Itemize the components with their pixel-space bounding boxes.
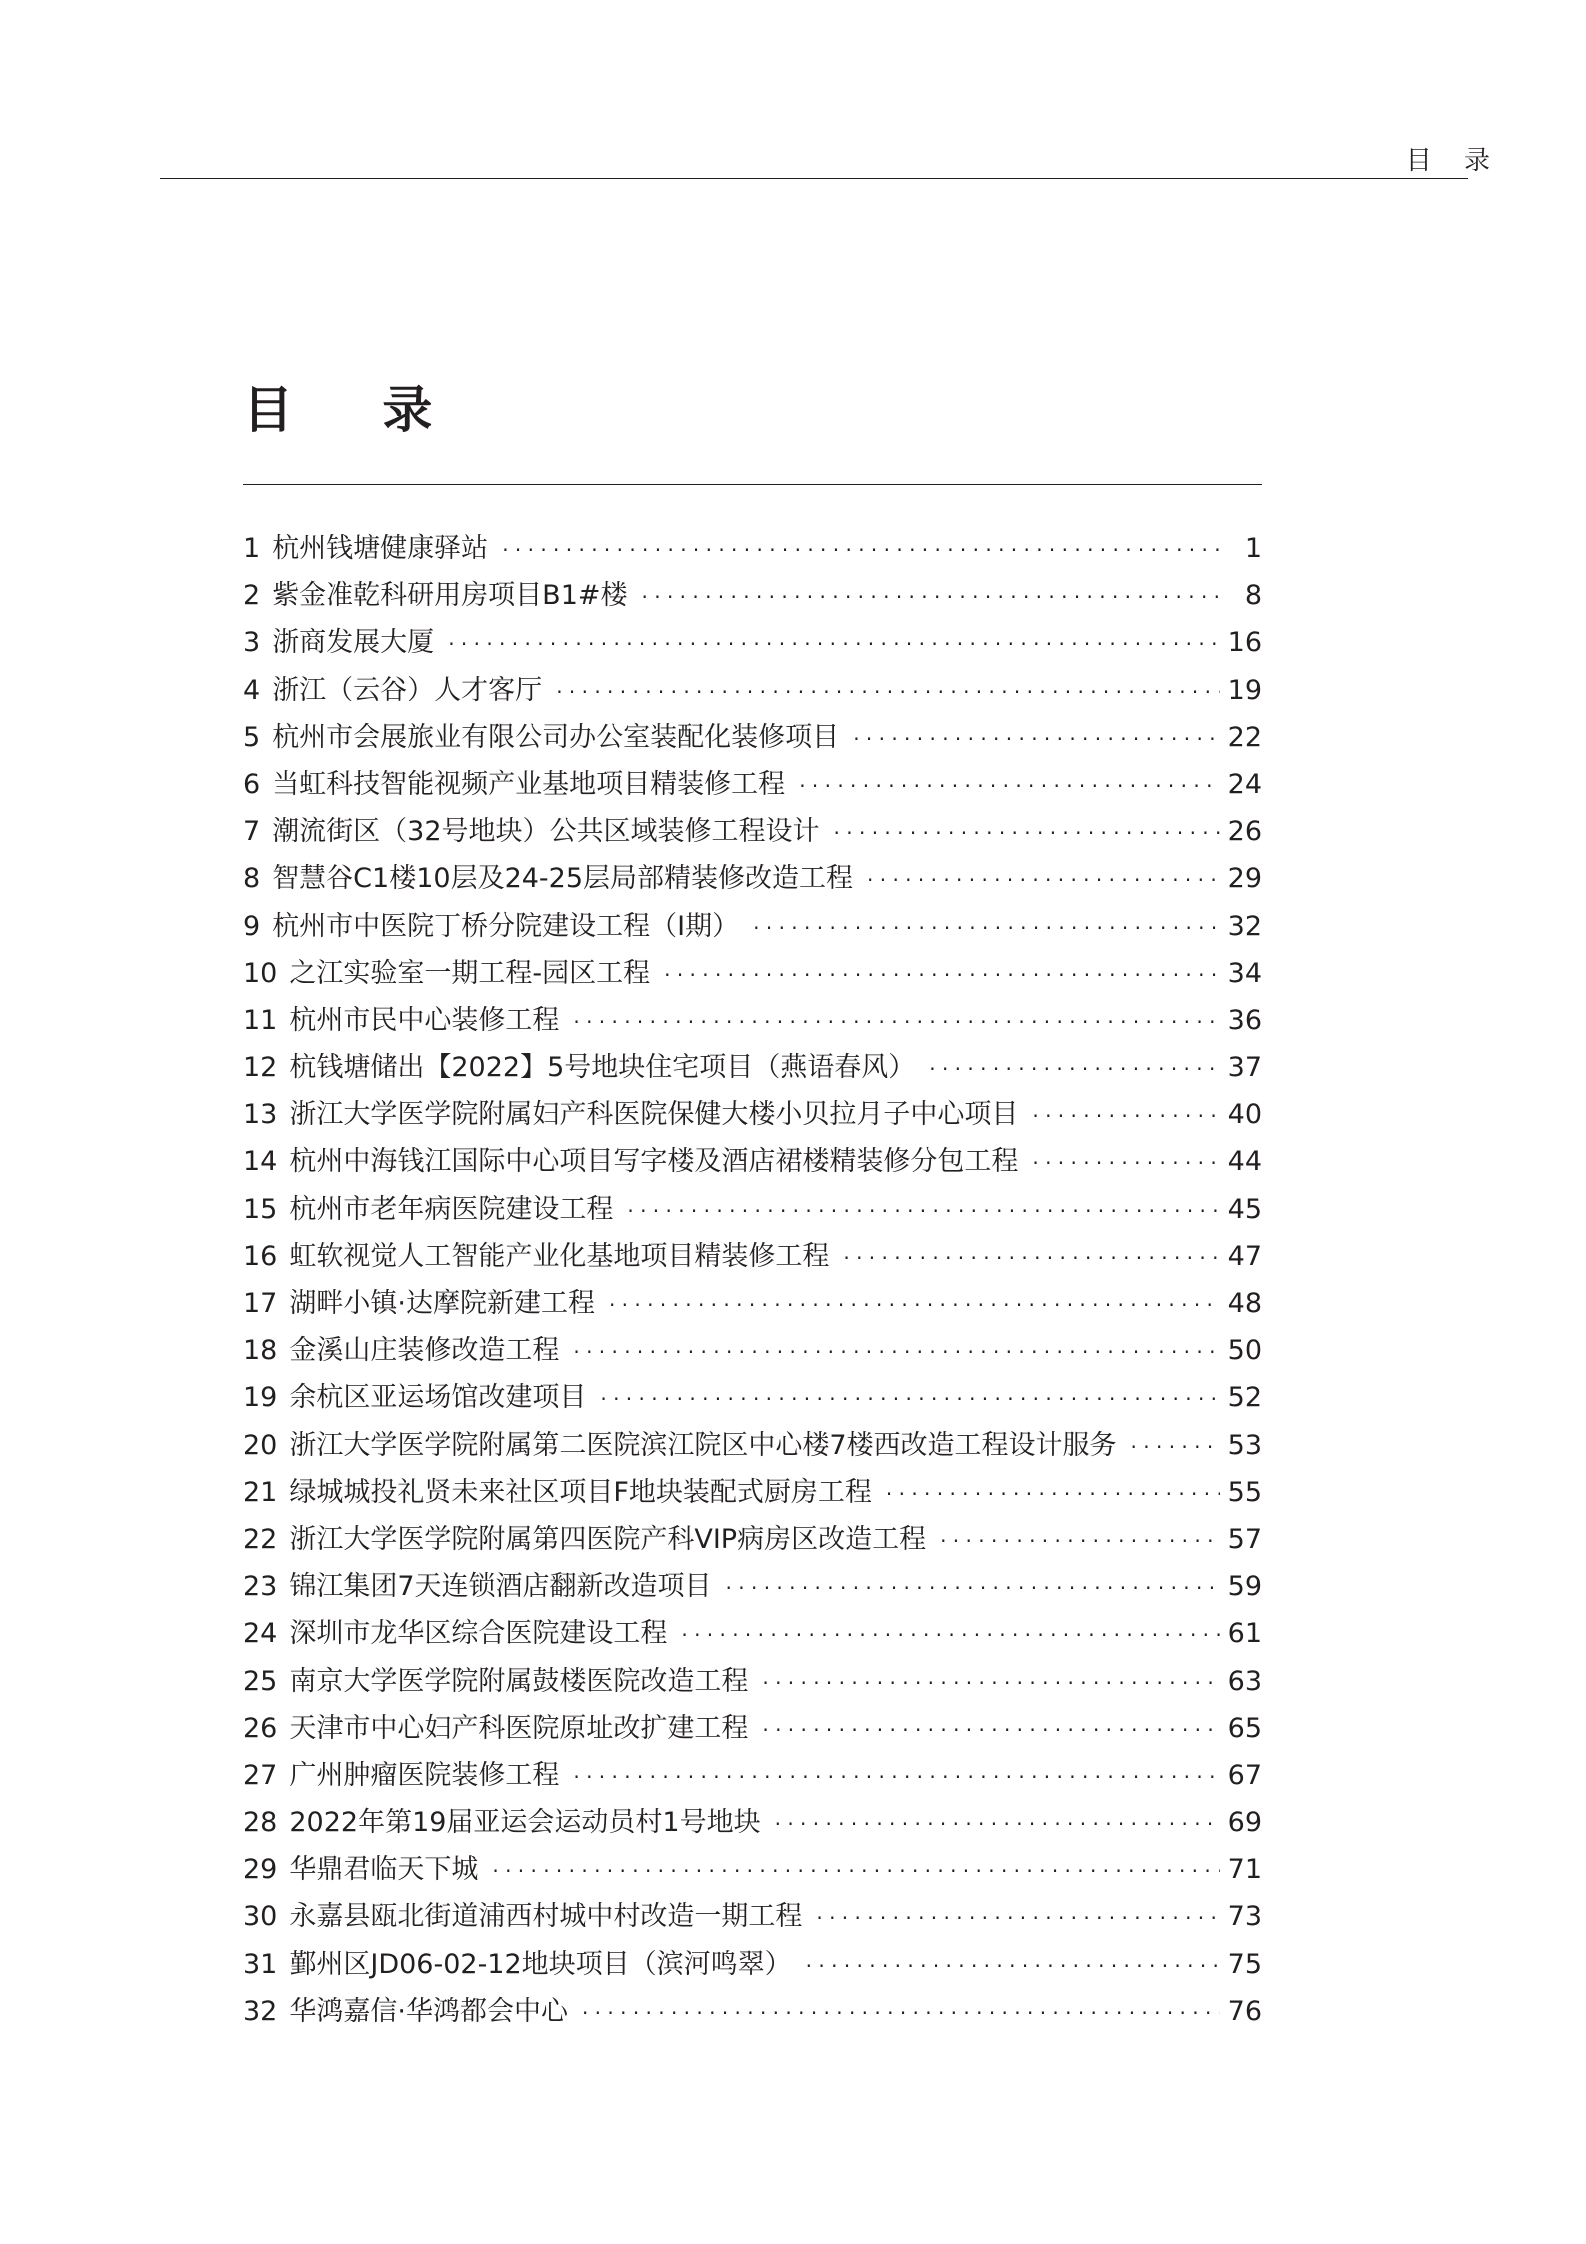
toc-dot-leader [726, 1565, 1220, 1612]
toc-entry-page: 40 [1227, 1099, 1262, 1131]
toc-entry[interactable] [243, 1138, 1262, 1185]
toc-entry[interactable] [243, 1893, 1262, 1940]
toc-dot-leader [502, 527, 1220, 574]
toc-entry-number: 21 [243, 1476, 278, 1508]
toc-entry-number: 30 [243, 1901, 278, 1933]
toc-entry-number: 26 [243, 1712, 278, 1744]
toc-entry-number: 5 [243, 721, 261, 753]
toc-entry[interactable] [243, 1044, 1262, 1091]
toc-entry[interactable] [243, 1233, 1262, 1280]
toc-entry[interactable] [243, 1280, 1262, 1327]
toc-entry[interactable] [243, 1988, 1262, 2035]
toc-entry-number: 23 [243, 1571, 278, 1603]
toc-entry-page: 22 [1227, 721, 1262, 753]
toc-dot-leader [762, 1707, 1219, 1754]
toc-entry-number: 28 [243, 1807, 278, 1839]
toc-entry-number: 11 [243, 1004, 278, 1036]
toc-entry-page: 24 [1227, 768, 1262, 800]
toc-entry-page: 19 [1227, 674, 1262, 706]
toc-entry-number: 13 [243, 1099, 278, 1131]
toc-entry-page: 45 [1227, 1193, 1262, 1225]
toc-entry-title: 杭州钱塘健康驿站 [272, 533, 489, 564]
toc-entry-number: 7 [243, 816, 261, 848]
toc-entry-page: 69 [1227, 1807, 1262, 1839]
toc-entry-number: 2 [243, 580, 261, 612]
toc-dot-leader [753, 905, 1219, 952]
toc-entry-page: 26 [1227, 816, 1262, 848]
toc-entry-title: 潮流街区（32号地块）公共区域装修工程设计 [272, 816, 820, 848]
toc-entry-page: 36 [1227, 1004, 1262, 1036]
toc-entry-title: 余杭区亚运场馆改建项目 [289, 1382, 587, 1414]
toc-entry[interactable] [243, 1705, 1262, 1752]
toc-dot-leader [867, 857, 1220, 904]
toc-entry-number: 19 [243, 1382, 278, 1414]
toc-entry-title: 智慧谷C1楼10层及24-25层局部精装修改造工程 [272, 863, 854, 895]
toc-entry-title: 杭州市中医院丁桥分院建设工程（I期） [272, 910, 740, 942]
toc-entry-page: 53 [1227, 1429, 1262, 1461]
toc-entry-title: 南京大学医学院附属鼓楼医院改造工程 [289, 1665, 749, 1697]
toc-dot-leader [573, 999, 1219, 1046]
title-rule [243, 484, 1262, 485]
toc-entry-title: 杭州市会展旅业有限公司办公室装配化装修项目 [272, 721, 840, 753]
toc-dot-leader [627, 1188, 1219, 1235]
toc-entry-title: 绿城城投礼贤未来社区项目F地块装配式厨房工程 [289, 1476, 872, 1508]
toc-entry-title: 鄞州区JD06-02-12地块项目（滨河鸣翠） [289, 1948, 792, 1980]
toc-entry-number: 29 [243, 1854, 278, 1886]
toc-dot-leader [609, 1282, 1220, 1329]
toc-dot-leader [448, 621, 1219, 668]
toc-entry-title: 浙江大学医学院附属第二医院滨江院区中心楼7楼西改造工程设计服务 [289, 1429, 1117, 1461]
toc-dot-leader [929, 1046, 1219, 1093]
toc-entry[interactable] [243, 1563, 1262, 1610]
toc-entry[interactable] [243, 761, 1262, 808]
toc-entry-number: 24 [243, 1618, 278, 1650]
toc-entry[interactable] [243, 1799, 1262, 1846]
toc-entry-title: 浙江大学医学院附属第四医院产科VIP病房区改造工程 [289, 1523, 927, 1555]
toc-dot-leader [556, 669, 1219, 716]
toc-dot-leader [492, 1848, 1219, 1895]
toc-entry-title: 2022年第19届亚运会运动员村1号地块 [289, 1807, 761, 1839]
toc-dot-leader [582, 1990, 1220, 2037]
toc-entry[interactable] [243, 572, 1262, 619]
toc-entry-title: 锦江集团7天连锁酒店翻新改造项目 [289, 1571, 712, 1603]
page-title: 目 录 [243, 381, 469, 439]
toc-entry-page: 16 [1227, 627, 1262, 659]
toc-entry[interactable] [243, 667, 1262, 714]
toc-dot-leader [642, 574, 1220, 621]
toc-dot-leader [1032, 1140, 1219, 1187]
toc-entry-number: 31 [243, 1948, 278, 1980]
toc-dot-leader [573, 1329, 1219, 1376]
toc-entry-page: 57 [1227, 1523, 1262, 1555]
table-of-contents [243, 525, 1262, 2035]
toc-entry-title: 杭州市民中心装修工程 [289, 1004, 560, 1036]
toc-entry[interactable] [243, 1752, 1262, 1799]
toc-entry-number: 17 [243, 1288, 278, 1319]
toc-entry-title: 杭钱塘储出【2022】5号地块住宅项目（燕语春风） [289, 1052, 916, 1084]
toc-entry[interactable] [243, 1091, 1262, 1138]
toc-entry[interactable] [243, 903, 1262, 950]
toc-dot-leader [816, 1895, 1219, 1942]
toc-entry[interactable] [243, 1469, 1262, 1516]
running-header: 目 录 [1405, 146, 1502, 176]
toc-dot-leader [834, 810, 1220, 857]
toc-entry-page: 34 [1227, 957, 1262, 989]
toc-dot-leader [1032, 1093, 1219, 1140]
toc-entry[interactable] [243, 1327, 1262, 1374]
toc-entry-title: 深圳市龙华区综合医院建设工程 [289, 1618, 668, 1650]
toc-entry[interactable] [243, 1610, 1262, 1657]
toc-dot-leader [799, 763, 1219, 810]
toc-entry-title: 当虹科技智能视频产业基地项目精装修工程 [272, 768, 786, 800]
toc-dot-leader [664, 952, 1220, 999]
toc-entry-title: 杭州中海钱江国际中心项目写字楼及酒店裙楼精装修分包工程 [289, 1146, 1019, 1178]
toc-dot-leader [762, 1660, 1219, 1707]
toc-entry-page: 76 [1227, 1995, 1262, 2027]
toc-entry[interactable] [243, 1422, 1262, 1469]
toc-entry-page: 37 [1227, 1052, 1262, 1084]
toc-entry-number: 14 [243, 1146, 278, 1178]
toc-entry-number: 3 [243, 627, 261, 659]
toc-entry-title: 华鸿嘉信·华鸿都会中心 [289, 1995, 568, 2027]
toc-entry-page: 73 [1227, 1901, 1262, 1933]
toc-entry[interactable] [243, 1374, 1262, 1421]
toc-entry-title: 虹软视觉人工智能产业化基地项目精装修工程 [289, 1240, 830, 1272]
toc-dot-leader [1131, 1424, 1220, 1471]
toc-entry-title: 金溪山庄装修改造工程 [289, 1335, 560, 1367]
toc-entry[interactable] [243, 1846, 1262, 1893]
toc-dot-leader [573, 1754, 1219, 1801]
toc-entry-number: 25 [243, 1665, 278, 1697]
toc-entry-number: 8 [243, 863, 261, 895]
toc-entry[interactable] [243, 1516, 1262, 1563]
toc-entry-number: 12 [243, 1052, 278, 1084]
toc-entry-page: 44 [1227, 1146, 1262, 1178]
toc-entry-number: 22 [243, 1523, 278, 1555]
toc-entry-page: 8 [1244, 580, 1262, 612]
toc-entry-number: 10 [243, 957, 278, 989]
toc-entry-title: 湖畔小镇·达摩院新建工程 [289, 1288, 595, 1319]
toc-entry[interactable] [243, 1941, 1262, 1988]
toc-entry[interactable] [243, 950, 1262, 997]
toc-entry-number: 9 [243, 910, 261, 942]
toc-entry-page: 71 [1227, 1854, 1262, 1886]
toc-entry-title: 浙江（云谷）人才客厅 [272, 674, 543, 706]
toc-entry-page: 29 [1227, 863, 1262, 895]
toc-entry[interactable] [243, 997, 1262, 1044]
toc-entry-title: 紫金准乾科研用房项目B1#楼 [272, 580, 628, 612]
toc-entry-number: 4 [243, 674, 261, 706]
toc-entry-number: 16 [243, 1240, 278, 1272]
toc-entry-title: 之江实验室一期工程-园区工程 [289, 957, 651, 989]
toc-dot-leader [940, 1518, 1220, 1565]
toc-entry-page: 61 [1227, 1618, 1262, 1650]
header-rule [160, 178, 1468, 179]
toc-entry[interactable] [243, 619, 1262, 666]
toc-entry-number: 15 [243, 1193, 278, 1225]
toc-entry-number: 18 [243, 1335, 278, 1367]
toc-entry-page: 55 [1227, 1476, 1262, 1508]
toc-entry[interactable] [243, 808, 1262, 855]
toc-entry-number: 32 [243, 1995, 278, 2027]
toc-entry-page: 32 [1227, 910, 1262, 942]
toc-entry-page: 75 [1227, 1948, 1262, 1980]
toc-entry[interactable] [243, 525, 1262, 572]
toc-entry-number: 20 [243, 1429, 278, 1461]
toc-dot-leader [681, 1612, 1219, 1659]
toc-entry-page: 59 [1227, 1571, 1262, 1603]
toc-entry-title: 永嘉县瓯北街道浦西村城中村改造一期工程 [289, 1901, 803, 1933]
toc-entry-page: 1 [1244, 533, 1262, 564]
toc-entry-page: 67 [1227, 1759, 1262, 1791]
toc-entry-page: 47 [1227, 1240, 1262, 1272]
toc-entry-number: 27 [243, 1759, 278, 1791]
toc-entry-title: 天津市中心妇产科医院原址改扩建工程 [289, 1712, 749, 1744]
toc-dot-leader [886, 1471, 1220, 1518]
toc-entry-title: 杭州市老年病医院建设工程 [289, 1193, 614, 1225]
toc-entry-number: 6 [243, 768, 261, 800]
toc-dot-leader [843, 1235, 1219, 1282]
toc-entry-page: 52 [1227, 1382, 1262, 1414]
toc-dot-leader [853, 716, 1219, 763]
toc-entry-page: 65 [1227, 1712, 1262, 1744]
toc-entry[interactable] [243, 714, 1262, 761]
toc-dot-leader [775, 1801, 1220, 1848]
toc-entry-title: 华鼎君临天下城 [289, 1854, 479, 1886]
toc-entry-page: 63 [1227, 1665, 1262, 1697]
toc-dot-leader [600, 1376, 1219, 1423]
toc-entry-number: 1 [243, 533, 261, 564]
toc-entry-page: 48 [1227, 1288, 1262, 1319]
toc-entry[interactable] [243, 1186, 1262, 1233]
toc-entry-title: 广州肿瘤医院装修工程 [289, 1759, 560, 1791]
toc-entry-title: 浙商发展大厦 [272, 627, 435, 659]
toc-entry[interactable] [243, 1658, 1262, 1705]
toc-entry[interactable] [243, 855, 1262, 902]
toc-entry-page: 50 [1227, 1335, 1262, 1367]
toc-entry-title: 浙江大学医学院附属妇产科医院保健大楼小贝拉月子中心项目 [289, 1099, 1019, 1131]
toc-dot-leader [806, 1943, 1220, 1990]
